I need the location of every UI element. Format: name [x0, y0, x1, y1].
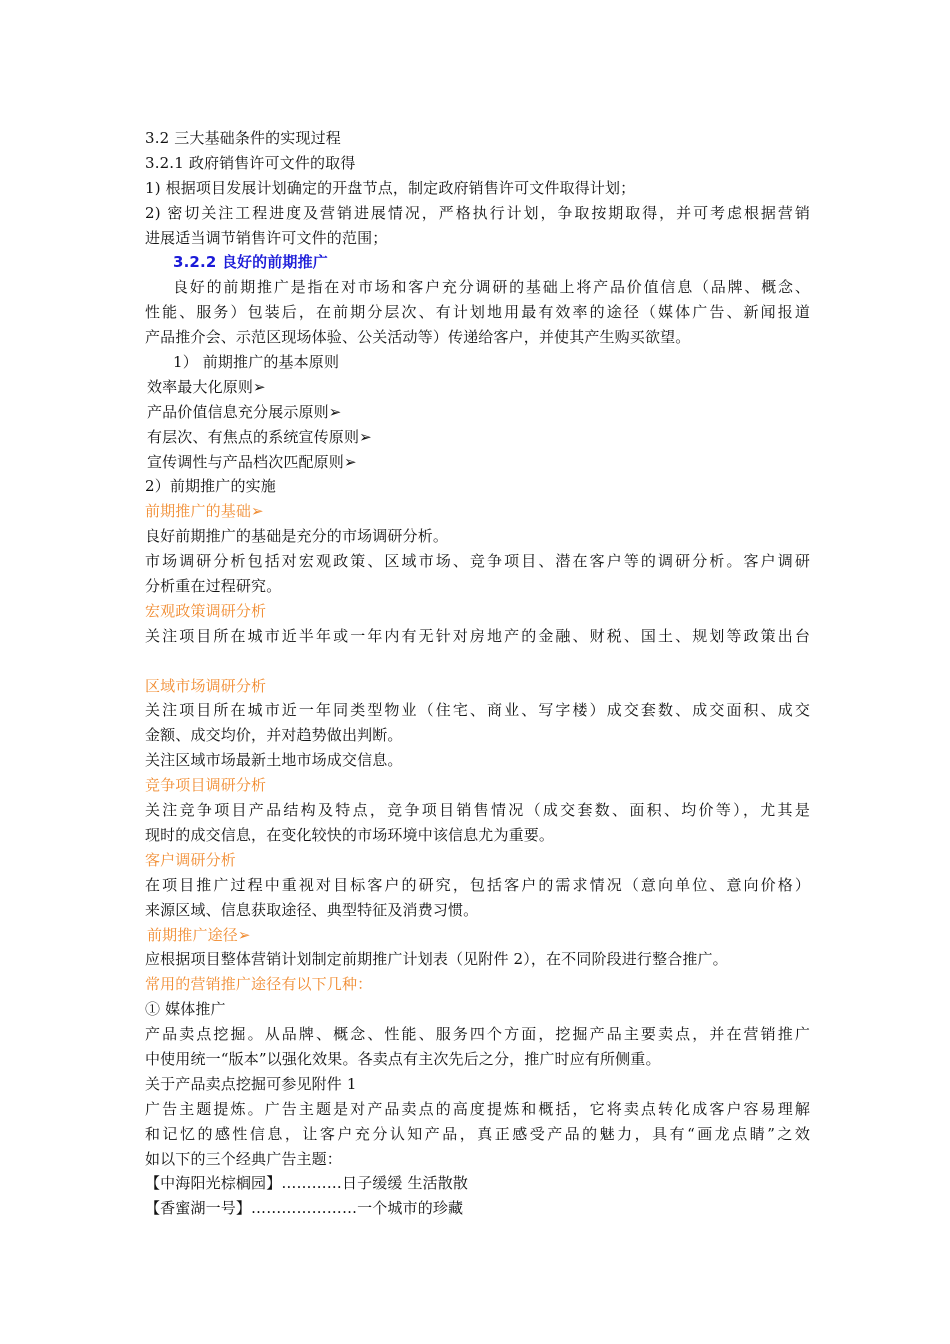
paragraph-line: 在项目推广过程中重视对目标客户的研究，包括客户的需求情况（意向单位、意向价格） [145, 875, 810, 894]
paragraph-line: 关注项目所在城市近一年同类型物业（住宅、商业、写字楼）成交套数、成交面积、成交 [145, 701, 810, 720]
paragraph-line: 金额、成交均价，并对趋势做出判断。 [145, 726, 403, 745]
blank-line [145, 649, 810, 674]
list-item: 有层次、有焦点的系统宣传原则➢ [147, 427, 372, 446]
list-heading: 1） 前期推广的基本原则 [173, 353, 340, 372]
document-page [145, 126, 810, 1221]
paragraph-line: 如以下的三个经典广告主题： [145, 1149, 342, 1168]
list-item: 产品价值信息充分展示原则➢ [147, 402, 342, 421]
paragraph-line: 应根据项目整体营销计划制定前期推广计划表（见附件 2），在不同阶段进行整合推广。 [145, 950, 728, 969]
paragraph-line: 产品卖点挖掘。从品牌、概念、性能、服务四个方面，挖掘产品主要卖点，并在营销推广 [145, 1025, 810, 1044]
list-item: 效率最大化原则➢ [147, 377, 266, 396]
paragraph-line: 良好的前期推广是指在对市场和客户充分调研的基础上将产品价值信息（品牌、概念、 [173, 278, 810, 297]
orange-heading: 竞争项目调研分析 [145, 776, 267, 795]
orange-heading: 客户调研分析 [145, 850, 236, 869]
paragraph-line: 分析重在过程研究。 [145, 577, 282, 596]
paragraph-line: 性能、服务）包装后，在前期分层次、有计划地用最有效率的途径（媒体广告、新闻报道 [145, 303, 810, 322]
paragraph-line: 关注区域市场最新土地市场成交信息。 [145, 751, 403, 770]
paragraph-line: 良好前期推广的基础是充分的市场调研分析。 [145, 527, 449, 546]
paragraph-line: 现时的成交信息，在变化较快的市场环境中该信息尤为重要。 [145, 825, 555, 844]
paragraph-line: 产品推介会、示范区现场体验、公关活动等）传递给客户，并使其产生购买欲望。 [145, 328, 691, 347]
example-line: 【中海阳光棕榈园】…………日子缓缓 生活散散 [145, 1174, 469, 1193]
list-item: 宣传调性与产品档次匹配原则➢ [147, 452, 357, 471]
orange-heading: 区域市场调研分析 [145, 676, 267, 695]
example-line: 【香蜜湖一号】…………………一个城市的珍藏 [145, 1199, 464, 1218]
paragraph-line: 来源区域、信息获取途径、典型特征及消费习惯。 [145, 900, 479, 919]
subsection-heading-3-2-1: 3.2.1 政府销售许可文件的取得 [145, 153, 356, 172]
paragraph-line: 关注竞争项目产品结构及特点，竞争项目销售情况（成交套数、面积、均价等），尤其是 [145, 801, 810, 820]
paragraph-line: 2) 密切关注工程进度及营销进展情况，严格执行计划，争取按期取得，并可考虑根据营销 [145, 203, 810, 222]
section-heading-3-2: 3.2 三大基础条件的实现过程 [145, 129, 341, 147]
paragraph-line: 关注项目所在城市近半年或一年内有无针对房地产的金融、财税、国土、规划等政策出台 [145, 626, 810, 645]
orange-heading: 宏观政策调研分析 [145, 601, 267, 620]
orange-heading: 前期推广的基础➢ [145, 502, 264, 521]
orange-heading: 前期推广途径➢ [147, 925, 251, 944]
paragraph-line: 市场调研分析包括对宏观政策、区域市场、竞争项目、潜在客户等的调研分析。客户调研 [145, 552, 810, 571]
paragraph-line: 广告主题提炼。广告主题是对产品卖点的高度提炼和概括，它将卖点转化成客户容易理解 [145, 1099, 810, 1118]
paragraph-line: 关于产品卖点挖掘可参见附件 1 [145, 1074, 357, 1093]
paragraph-line: 中使用统一“版本”以强化效果。各卖点有主次先后之分，推广时应有所侧重。 [145, 1049, 661, 1068]
paragraph-line: 1) 根据项目发展计划确定的开盘节点，制定政府销售许可文件取得计划； [145, 178, 636, 197]
list-heading: 2）前期推广的实施 [145, 477, 276, 496]
list-heading: ① 媒体推广 [145, 1000, 226, 1019]
subsection-heading-3-2-2: 3.2.2 良好的前期推广 [173, 253, 328, 272]
paragraph-line: 进展适当调节销售许可文件的范围； [145, 228, 388, 247]
orange-heading: 常用的营销推广途径有以下几种： [145, 975, 373, 994]
paragraph-line: 和记忆的感性信息，让客户充分认知产品，真正感受产品的魅力，具有“画龙点睛”之效 [145, 1124, 810, 1143]
